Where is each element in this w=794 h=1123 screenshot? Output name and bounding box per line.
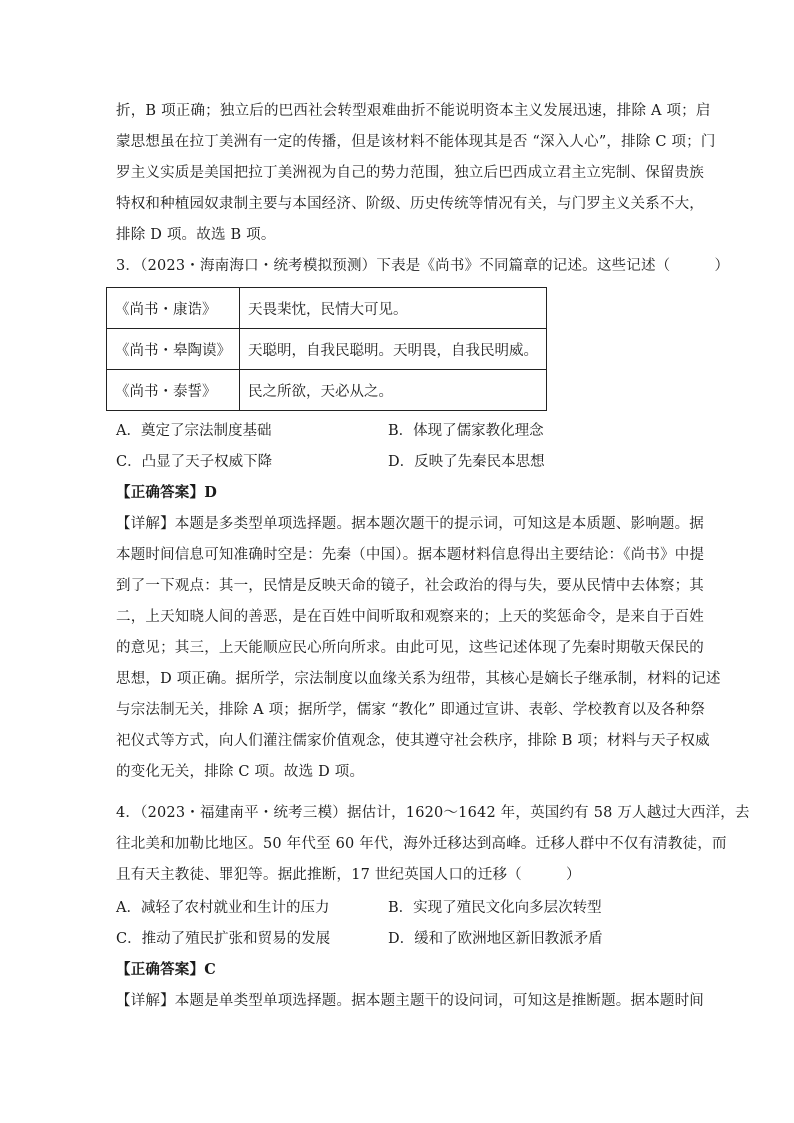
- question-3-stem: 3．（2023・海南海口・统考模拟预测）下表是《尚书》不同篇章的记述。这些记述（ ）: [116, 258, 730, 274]
- paragraph-line: 排除 D 项。故选 B 项。: [116, 227, 276, 243]
- option-d: D．缓和了欧洲地区新旧教派矛盾: [388, 931, 603, 947]
- table-cell-quote: 天聪明，自我民聪明。天明畏，自我民明威。: [240, 329, 547, 370]
- detail-line: 的变化无关，排除 C 项。故选 D 项。: [116, 764, 365, 780]
- detail-line: 【详解】本题是多类型单项选择题。据本题次题干的提示词，可知这是本质题、影响题。据: [116, 516, 704, 532]
- table-cell-source: 《尚书・康诰》: [107, 288, 240, 329]
- detail-line: 二，上天知晓人间的善恶，是在百姓中间听取和观察来的；上天的奖惩命令，是来自于百姓: [116, 609, 704, 625]
- question-4-stem: 4．（2023・福建南平・统考三模）据估计，1620～1642 年，英国约有 58 万人越过大西洋，去: [116, 805, 750, 821]
- option-a: A．奠定了宗法制度基础: [116, 423, 272, 439]
- table-row: [107, 288, 547, 329]
- paragraph-line: 折，B 项正确；独立后的巴西社会转型艰难曲折不能说明资本主义发展迅速，排除 A 项；启: [116, 103, 711, 119]
- option-c: C．凸显了天子权威下降: [116, 454, 273, 470]
- option-a: A．减轻了农村就业和生计的压力: [116, 900, 330, 916]
- table-cell-source: 《尚书・皋陶谟》: [107, 329, 240, 370]
- question-4-stem: 往北美和加勒比地区。50 年代至 60 年代，海外迁移达到高峰。迁移人群中不仅有清教徒，而: [116, 836, 727, 852]
- detail-line: 思想，D 项正确。据所学，宗法制度以血缘关系为纽带，其核心是嫡长子继承制，材料的记述: [116, 671, 721, 687]
- table-row: [107, 370, 547, 411]
- table-cell-source: 《尚书・泰誓》: [107, 370, 240, 411]
- option-b: B．实现了殖民文化向多层次转型: [388, 900, 602, 916]
- paragraph-line: 罗主义实质是美国把拉丁美洲视为自己的势力范围，独立后巴西成立君主立宪制、保留贵族: [116, 165, 704, 181]
- table-cell-quote: 天畏棐忱，民情大可见。: [240, 288, 547, 329]
- question-3-answer: 【正确答案】D: [116, 484, 217, 501]
- detail-line: 与宗法制无关，排除 A 项；据所学，儒家 “教化” 即通过宣讲、表彰、学校教育以及各种祭: [116, 702, 706, 718]
- detail-line: 【详解】本题是单类型单项选择题。据本题主题干的设问词，可知这是推断题。据本题时间: [116, 993, 704, 1009]
- detail-line: 祀仪式等方式，向人们灌注儒家价值观念，使其遵守社会秩序，排除 B 项；材料与天子权威: [116, 733, 710, 749]
- detail-line: 本题时间信息可知准确时空是：先秦（中国）。据本题材料信息得出主要结论：《尚书》中提: [116, 547, 705, 563]
- table-row: [107, 329, 547, 370]
- paragraph-line: 蒙思想虽在拉丁美洲有一定的传播，但是该材料不能体现其是否 “深入人心”，排除 C 项；门: [116, 134, 716, 150]
- option-d: D．反映了先秦民本思想: [388, 454, 545, 470]
- shangshu-table: [106, 287, 547, 411]
- option-c: C．推动了殖民扩张和贸易的发展: [116, 931, 331, 947]
- table-cell-quote: 民之所欲，天必从之。: [240, 370, 547, 411]
- option-b: B．体现了儒家教化理念: [388, 423, 544, 439]
- detail-line: 的意见；其三，上天能顺应民心所向所求。由此可见，这些记述体现了先秦时期敬天保民的: [116, 640, 704, 656]
- question-4-answer: 【正确答案】C: [116, 961, 216, 978]
- paragraph-line: 特权和种植园奴隶制主要与本国经济、阶级、历史传统等情况有关，与门罗主义关系不大，: [116, 196, 704, 212]
- detail-line: 到了一下观点：其一，民情是反映天命的镜子，社会政治的得与失，要从民情中去体察；其: [116, 578, 704, 594]
- question-4-stem: 且有天主教徒、罪犯等。据此推断，17 世纪英国人口的迁移（ ）: [116, 867, 581, 883]
